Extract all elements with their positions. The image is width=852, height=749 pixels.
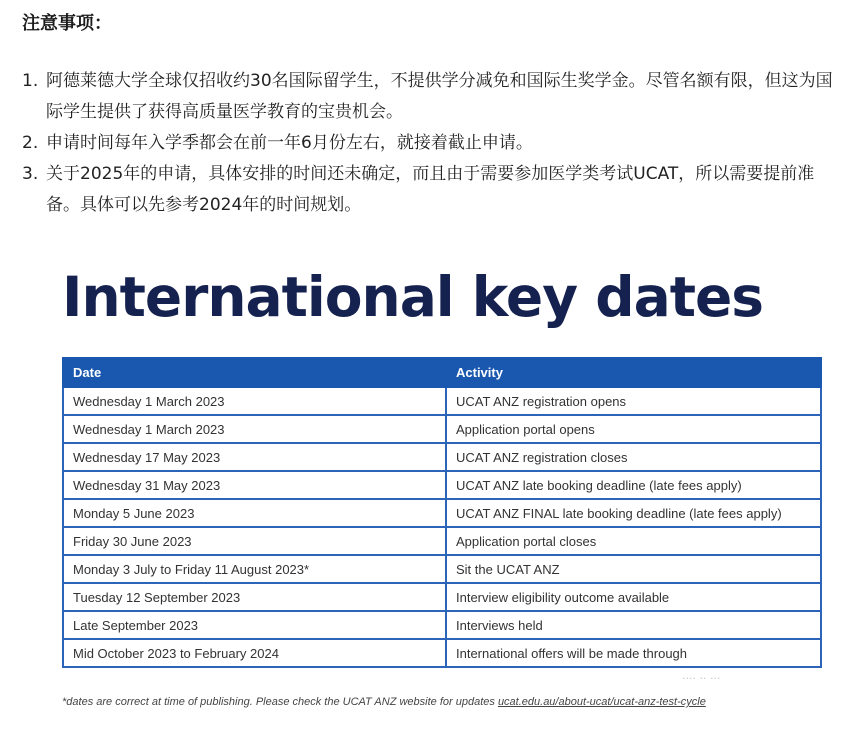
activity-cell: UCAT ANZ registration opens (446, 387, 821, 415)
note-text: 关于2025年的申请，具体安排的时间还未确定，而且由于需要参加医学类考试UCAT，所以需要提前准备。具体可以先参考2024年的时间规划。 (46, 164, 815, 215)
note-text: 申请时间每年入学季都会在前一年6月份左右，就接着截止申请。 (46, 133, 533, 153)
date-cell: Wednesday 31 May 2023 (63, 471, 446, 499)
activity-cell: Interviews held (446, 611, 821, 639)
activity-cell: UCAT ANZ FINAL late booking deadline (late fees apply) (446, 499, 821, 527)
notes-list (22, 66, 837, 221)
table-header-row (63, 358, 821, 387)
note-item (22, 159, 837, 221)
footnote-link[interactable]: ucat.edu.au/about-ucat/ucat-anz-test-cycle (497, 696, 706, 708)
table-row (63, 387, 821, 415)
table-row (63, 639, 821, 667)
table-row (63, 527, 821, 555)
date-cell: Monday 3 July to Friday 11 August 2023* (63, 555, 446, 583)
activity-cell: International offers will be made through (446, 639, 821, 667)
table-row (63, 443, 821, 471)
date-cell: Tuesday 12 September 2023 (63, 583, 446, 611)
date-cell: Monday 5 June 2023 (63, 499, 446, 527)
column-header-date: Date (63, 358, 446, 387)
activity-cell: UCAT ANZ late booking deadline (late fees apply) (446, 471, 821, 499)
activity-cell: Sit the UCAT ANZ (446, 555, 821, 583)
note-item (22, 66, 837, 128)
footnote (62, 696, 822, 708)
figure-title: International key dates (62, 265, 764, 329)
activity-cell: Application portal closes (446, 527, 821, 555)
date-cell: Late September 2023 (63, 611, 446, 639)
notes-heading: 注意事项： (22, 13, 112, 34)
table-row (63, 583, 821, 611)
note-number: 1. (22, 71, 39, 91)
table-row (63, 611, 821, 639)
date-cell: Mid October 2023 to February 2024 (63, 639, 446, 667)
note-number: 2. (22, 133, 39, 153)
table-row (63, 471, 821, 499)
table-row (63, 555, 821, 583)
watermark: ···· ·· ··· (682, 672, 721, 685)
note-number: 3. (22, 164, 39, 184)
date-cell: Wednesday 1 March 2023 (63, 387, 446, 415)
key-dates-figure (62, 262, 822, 712)
column-header-activity: Activity (446, 358, 821, 387)
date-cell: Wednesday 17 May 2023 (63, 443, 446, 471)
date-cell: Wednesday 1 March 2023 (63, 415, 446, 443)
table-row (63, 499, 821, 527)
table-row (63, 415, 821, 443)
key-dates-table (62, 357, 822, 668)
date-cell: Friday 30 June 2023 (63, 527, 446, 555)
activity-cell: UCAT ANZ registration closes (446, 443, 821, 471)
note-text: 阿德莱德大学全球仅招收约30名国际留学生，不提供学分减免和国际生奖学金。尽管名额有限，但这为国际学生提供了获得高质量医学教育的宝贵机会。 (46, 71, 833, 122)
note-item (22, 128, 837, 159)
activity-cell: Interview eligibility outcome available (446, 583, 821, 611)
activity-cell: Application portal opens (446, 415, 821, 443)
footnote-text: *dates are correct at time of publishing. Please check the UCAT ANZ website for updates (62, 696, 495, 708)
